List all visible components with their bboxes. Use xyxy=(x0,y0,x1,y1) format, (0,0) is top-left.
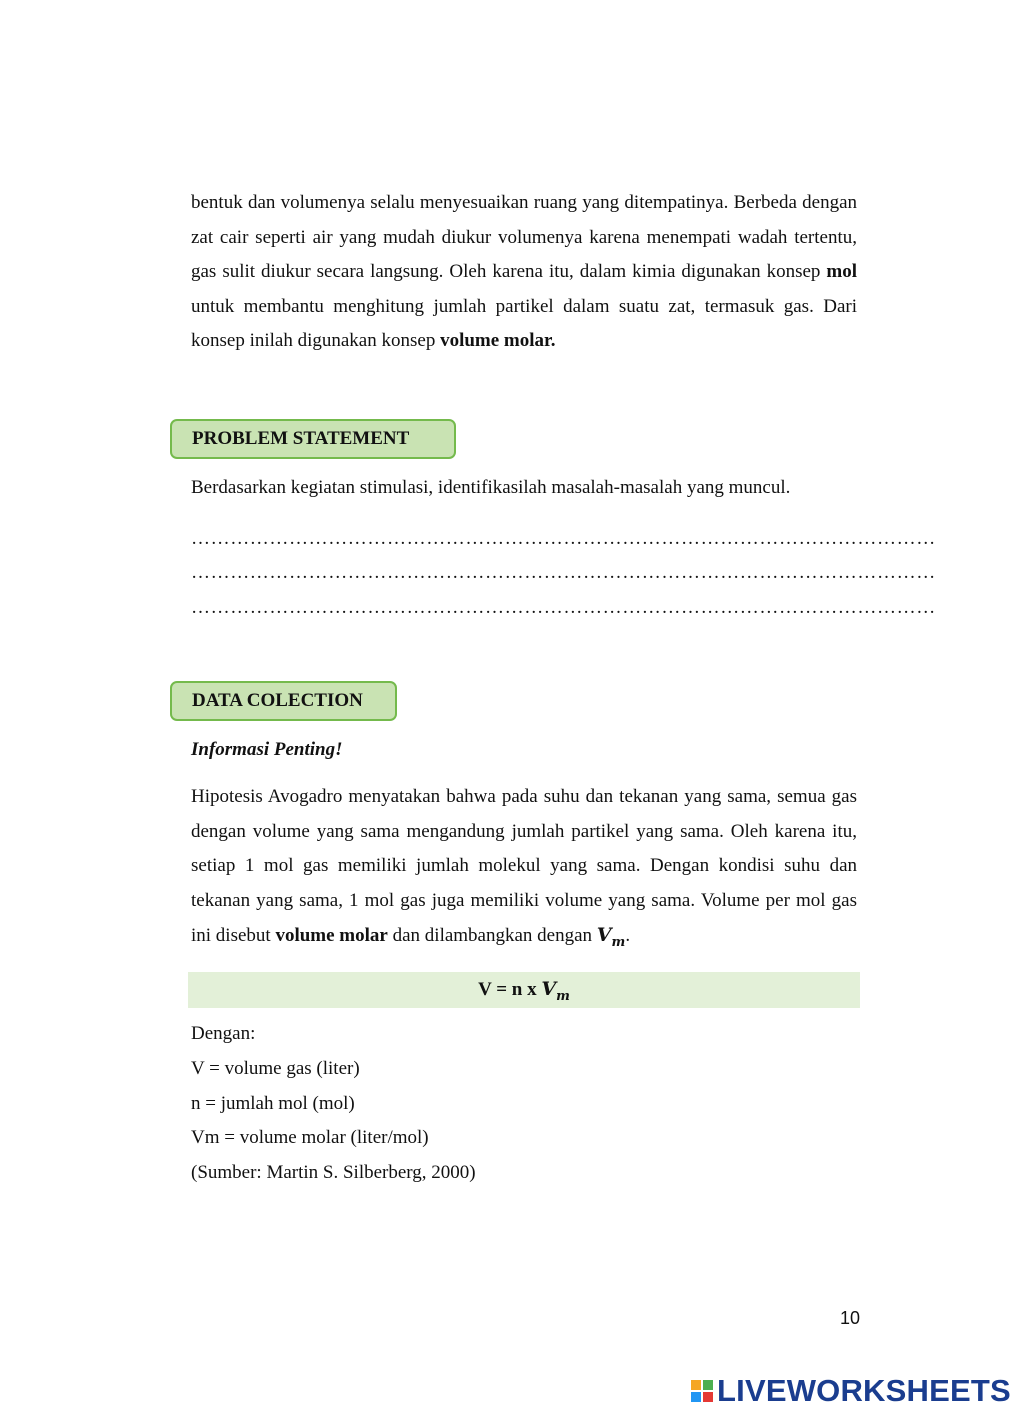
intro-text-2: untuk membantu menghitung jumlah partikel dalam suatu zat, termasuk gas. Dari konsep inilah digunakan konsep xyxy=(191,295,857,352)
logo-square-4 xyxy=(703,1392,713,1402)
legend-v: V = volume gas (liter) xyxy=(191,1058,360,1079)
info-title: Informasi Penting! xyxy=(191,739,343,760)
legend-vm: Vm = volume molar (liter/mol) xyxy=(191,1127,429,1148)
legend-intro: Dengan: xyxy=(191,1023,256,1044)
intro-text-1: bentuk dan volumenya selalu menyesuaikan ruang yang ditempatinya. Berbeda dengan zat cair seperti air yang mudah diukur volumenya karena menempati wadah tertentu, gas sulit diukur secara langsung. Oleh karena itu, dalam kimia digunakan konsep xyxy=(191,192,857,283)
answer-line-1[interactable]: …………………………………………………………………………………………………… xyxy=(191,528,936,549)
intro-bold-volume-molar: volume molar. xyxy=(440,330,556,352)
liveworksheets-icon xyxy=(691,1380,713,1402)
source-citation: (Sumber: Martin S. Silberberg, 2000) xyxy=(191,1162,476,1183)
answer-line-3[interactable]: …………………………………………………………………………………………………… xyxy=(191,597,936,618)
avogadro-text-1: Hipotesis Avogadro menyatakan bahwa pada suhu dan tekanan yang sama, semua gas dengan volume yang sama mengandung jumlah partikel yang sama. Oleh karena itu, setiap 1 mol gas memiliki jumlah molekul yang sama. Dengan kondisi suhu dan tekanan yang sama, 1 mol gas juga memiliki volume yang sama. Volume per mol gas ini disebut xyxy=(191,786,857,947)
avogadro-bold-volume-molar: volume molar xyxy=(275,925,388,947)
logo-square-2 xyxy=(703,1380,713,1390)
formula-box xyxy=(188,972,860,1008)
answer-line-2[interactable]: …………………………………………………………………………………………………… xyxy=(191,562,936,583)
vm-symbol: $V_m$ xyxy=(596,924,626,951)
logo-square-1 xyxy=(691,1380,701,1390)
legend-n: n = jumlah mol (mol) xyxy=(191,1093,355,1114)
avogadro-paragraph: Hipotesis Avogadro menyatakan bahwa pada suhu dan tekanan yang sama, semua gas dengan volume yang sama mengandung jumlah partikel yang sama. Oleh karena itu, setiap 1 mol gas memiliki jumlah molekul yang sama. Dengan kondisi suhu dan tekanan yang sama, 1 mol gas juga memiliki volume yang sama. Volume per mol gas ini disebut volume molar dan dilambangkan dengan $V_m$. xyxy=(191,786,857,951)
problem-statement-heading: PROBLEM STATEMENT xyxy=(170,419,456,459)
data-collection-heading: DATA COLECTION xyxy=(170,681,397,721)
logo-square-3 xyxy=(691,1392,701,1402)
avogadro-text-2: dan dilambangkan dengan xyxy=(387,925,597,947)
liveworksheets-wordmark: LIVEWORKSHEETS xyxy=(717,1373,1011,1408)
intro-bold-mol: mol xyxy=(826,261,857,283)
liveworksheets-logo xyxy=(691,1374,1011,1408)
formula-vm-symbol: $V_m$ xyxy=(541,978,570,1004)
intro-paragraph xyxy=(191,186,857,359)
page-number: 10 xyxy=(839,1308,860,1328)
problem-prompt: Berdasarkan kegiatan stimulasi, identifikasilah masalah-masalah yang muncul. xyxy=(191,477,791,498)
formula-text: V = n x xyxy=(478,979,542,1000)
